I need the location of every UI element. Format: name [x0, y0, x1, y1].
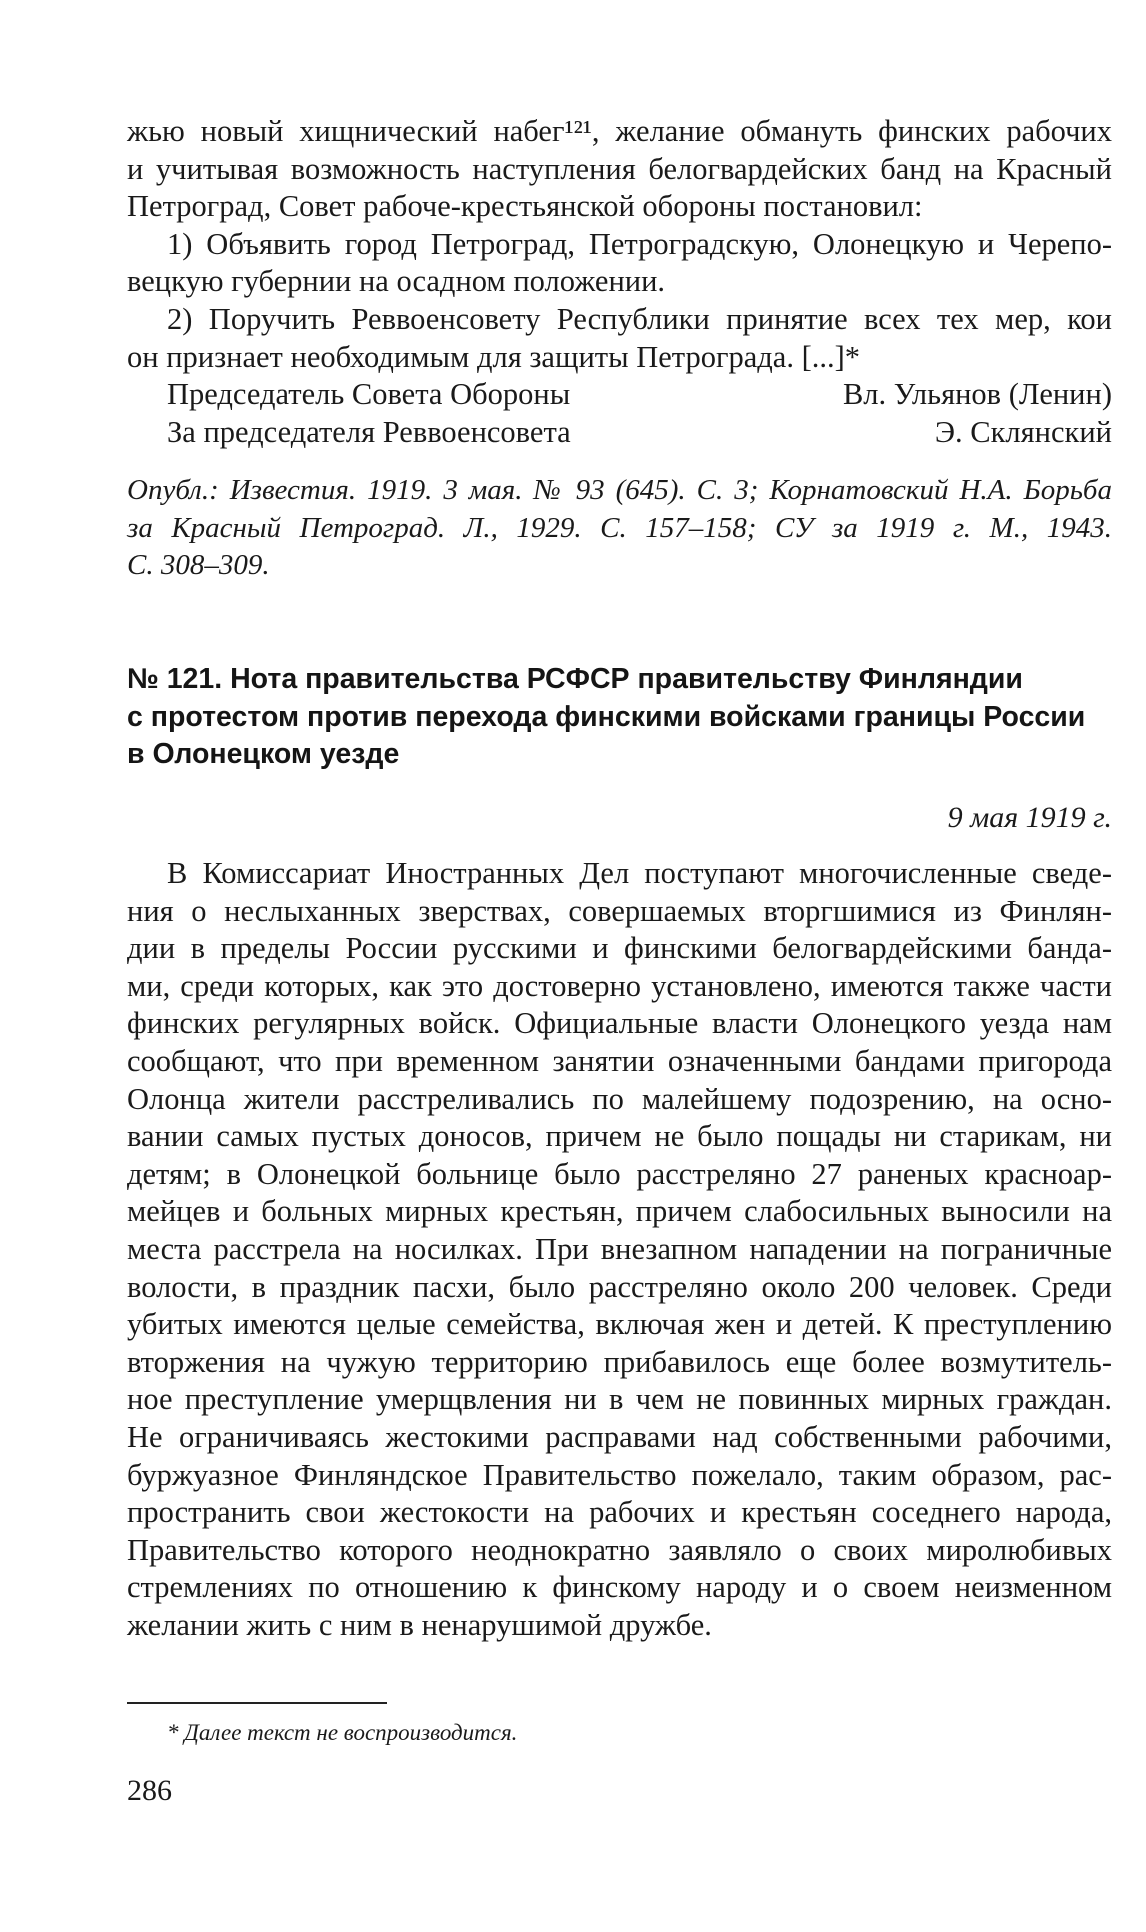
signature-title: За председателя Реввоенсовета [167, 414, 571, 449]
body-line: вании самых пустых доносов, причем не было пощады ни старикам, ни [127, 1119, 1112, 1154]
document-heading [127, 661, 1112, 774]
signature-name: Э. Склянский [934, 414, 1112, 449]
decree-continuation [127, 113, 1112, 451]
source-line: С. 308–309. [127, 549, 270, 582]
source-line: за Красный Петроград. Л., 1929. С. 157–158; СУ за 1919 г. М., 1943. [127, 511, 1112, 544]
source-line: Опубл.: Известия. 1919. 3 мая. № 93 (645). С. 3; Корнатовский Н.А. Борьба [127, 474, 1112, 506]
text-line: Петроград, Совет рабоче-крестьянской обороны постановил: [127, 189, 923, 224]
decree-item-1: 1) Объявить город Петроград, Петроградскую, Олонецкую и Черепо- [167, 226, 1112, 261]
body-line: волости, в праздник пасхи, было расстреляно около 200 человек. Среди [127, 1269, 1112, 1304]
body-line: Правительство которого неоднократно заявляло о своих миролюбивых [127, 1532, 1112, 1567]
body-line: места расстрела на носилках. При внезапном нападении на пограничные [127, 1231, 1112, 1266]
body-line: вторжения на чужую территорию прибавилось еще более возмутитель- [127, 1344, 1112, 1379]
footnote-divider [127, 1702, 387, 1704]
body-line: В Комиссариат Иностранных Дел поступают многочисленные сведе- [167, 856, 1112, 890]
document-date: 9 мая 1919 г. [947, 801, 1112, 834]
text-line: и учитывая возможность наступления белогвардейских банд на Красный [127, 151, 1112, 186]
signature-name: Вл. Ульянов (Ленин) [842, 377, 1112, 412]
text-line: вецкую губернии на осадном положении. [127, 264, 666, 299]
heading-line: в Олонецком уезде [127, 738, 400, 771]
body-line: пространить свои жестокости на рабочих и крестьян соседнего народа, [127, 1495, 1112, 1530]
body-line: Олонца жители расстреливались по малейшему подозрению, на осно- [127, 1081, 1112, 1116]
page-number: 286 [127, 1774, 172, 1807]
signature-row [127, 376, 1112, 414]
body-line: дии в пределы России русскими и финскими белогвардейскими банда- [127, 931, 1112, 966]
heading-line: № 121. Нота правительства РСФСР правительству Финляндии [127, 663, 1023, 695]
body-line: мейцев и больных мирных крестьян, причем слабосильных выносили на [127, 1194, 1112, 1229]
signature-title: Председатель Совета Обороны [167, 377, 571, 412]
text-line: он признает необходимым для защиты Петрограда. [...]* [127, 339, 861, 374]
body-line: ния о неслыханных зверствах, совершаемых вторгшимися из Финлян- [127, 893, 1112, 928]
body-line: Не ограничиваясь жестокими расправами над собственными рабочими, [127, 1419, 1112, 1454]
decree-item-2: 2) Поручить Реввоенсовету Республики принятие всех тех мер, кои [167, 301, 1112, 336]
text-line: жью новый хищнический набег¹²¹, желание обмануть финских рабочих [127, 114, 1112, 148]
body-line: буржуазное Финляндское Правительство пожелало, таким образом, рас- [127, 1457, 1112, 1492]
body-line: стремлениях по отношению к финскому народу и о своем неизменном [127, 1570, 1112, 1605]
body-line: желании жить с ним в ненарушимой дружбе. [127, 1607, 712, 1642]
body-line: ное преступление умерщвления ни в чем не повинных мирных граждан. [127, 1382, 1112, 1417]
signature-row [127, 414, 1112, 452]
note-body [127, 855, 1112, 1644]
body-line: финских регулярных войск. Официальные власти Олонецкого уезда нам [127, 1006, 1112, 1041]
body-line: сообщают, что при временном занятии означенными бандами пригорода [127, 1043, 1112, 1078]
heading-line: с протестом против перехода финскими войсками границы России [127, 700, 1086, 733]
publication-source [127, 472, 1112, 585]
body-line: убитых имеются целые семейства, включая жен и детей. К преступлению [127, 1307, 1112, 1342]
footnote: * Далее текст не воспроизводится. [167, 1720, 518, 1745]
body-line: детям; в Олонецкой больнице было расстреляно 27 раненых красноар- [127, 1156, 1112, 1191]
body-line: ми, среди которых, как это достоверно установлено, имеются также части [127, 968, 1112, 1003]
